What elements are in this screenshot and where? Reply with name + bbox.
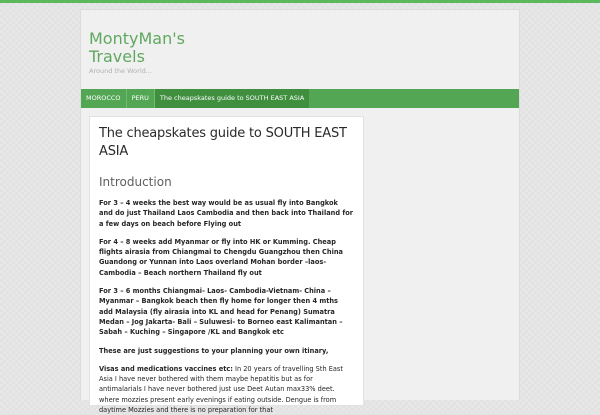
main-navigation	[81, 89, 519, 108]
paragraph-4-8-weeks: For 4 – 8 weeks add Myanmar or fly into HK or Kumming. Cheap flights airasia from Chiangmai to Chengdu Guangzhou then China Guandong or Yunnan into Laos overland Mohan border –laos- Cambodia – Beach northern Thailand fly out	[99, 237, 343, 277]
paragraph-3-6-months: For 3 – 6 months Chiangmai- Laos- Cambodia-Vietnam- China – Myanmar – Bangkok beach then fly home for longer then 4 mths add Malaysia (fly airasia into KL and head for Penang) Sumatra Medan – Jog Jakarta- Bali – Suluwesi- to Borneo east Kalimantan – Sabah – Kuching – Singapore /KL and Bangkok etc	[99, 287, 343, 337]
page-wrapper	[80, 9, 520, 415]
top-accent-bar	[0, 0, 600, 3]
post-content	[89, 116, 364, 415]
nav-item-peru[interactable]: PERU	[127, 89, 155, 108]
visas-lead: Visas and medications vaccines etc:	[99, 364, 233, 373]
site-tagline: Around the World...	[89, 67, 152, 75]
site-title-link[interactable]: MontyMan's Travels	[89, 29, 185, 66]
paragraph-3-4-weeks: For 3 – 4 weeks the best way would be as usual fly into Bangkok and do just Thailand Laos Cambodia and then back into Thailand for a few days on beach before Flying out	[99, 199, 354, 228]
post-title: The cheapskates guide to SOUTH EAST ASIA	[99, 126, 347, 159]
visas-text: In 20 years of travelling Sth East Asia I have never bothered with them maybe hepatitis but as for antimalarials I have never bothered just use Deet Autan max33% deet. where mozzies present early evenings if eating outside. Dengue is from daytime Mozzies and there is no preparation for that	[99, 364, 343, 415]
paragraph-suggestions: These are just suggestions to your planning your own itinary,	[99, 346, 329, 355]
section-heading-introduction: Introduction	[99, 175, 172, 189]
paragraph-visas	[99, 364, 354, 415]
nav-item-morocco[interactable]: MOROCCO	[81, 89, 127, 108]
nav-item-south-east-asia[interactable]: The cheapskates guide to SOUTH EAST ASIA	[155, 89, 309, 108]
